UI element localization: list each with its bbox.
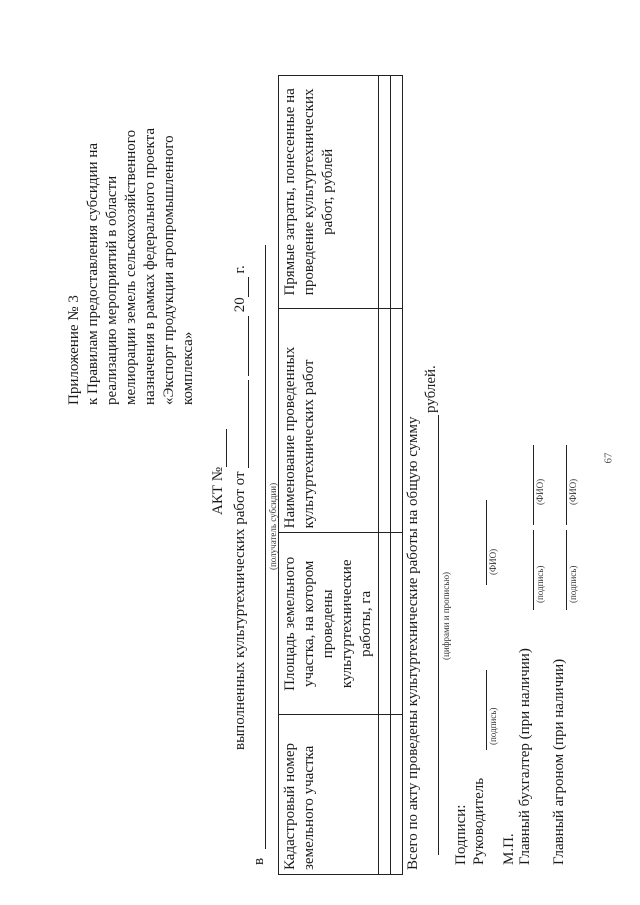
total-amount-line [438,415,439,855]
total-caption: (цифрами и прописью) [441,571,451,660]
accountant-label: Главный бухгалтер (при наличии) [517,648,533,865]
page-number: 67 [602,452,615,464]
annex-block [65,128,198,405]
col-header-costs: Прямые затраты, понесенные на проведение культуртехнических работ, рублей [279,76,379,309]
act-year: 20 [232,297,248,313]
works-table [278,75,403,875]
act-subtitle-line [232,265,249,750]
rotated-form [25,45,615,875]
accountant-name-line [533,445,534,525]
act-title [210,429,227,515]
head-sign-caption: (подпись) [488,707,498,745]
act-in-label: в [251,857,267,865]
act-subtitle: выполненных культуртехнических работ от [232,471,248,750]
col-header-area: Площадь земельного участка, на котором проведены культуртехнические работы, га [279,533,379,715]
annex-line: реализацию мероприятий в области [104,175,120,405]
agronomist-sign-line [566,530,567,610]
recipient-line [265,245,266,849]
total-currency: рублей. [423,365,439,413]
table-row [391,76,403,875]
table-row [379,76,391,875]
annex-line: комплекса» [180,331,196,405]
total-text: Всего по акту проведены культуртехнические работы на общую сумму [405,416,421,870]
stamp-label: М.П. [501,833,517,865]
recipient-caption: (получатель субсидии) [268,482,278,570]
accountant-sign-caption: (подпись) [535,565,545,603]
col-header-cadastral: Кадастровый номер земельного участка [279,715,379,875]
annex-line: назначения в рамках федерального проекта [142,127,158,405]
head-name-caption: (ФИО) [488,548,498,575]
act-title-label: АКТ № [210,466,226,515]
annex-line: «Экспорт продукции агропромышленного [161,135,177,405]
act-year-suffix: г. [232,265,248,274]
agronomist-name-caption: (ФИО) [568,478,578,505]
signatures-label: Подписи: [453,804,469,865]
total-line [405,417,422,870]
agronomist-sign-caption: (подпись) [568,565,578,603]
agronomist-label: Главный агроном (при наличии) [551,658,567,865]
annex-line: Приложение № 3 [66,295,82,405]
table-header-row [279,76,379,875]
agronomist-name-line [566,445,567,525]
head-label: Руководитель [471,777,487,865]
accountant-name-caption: (ФИО) [535,478,545,505]
accountant-sign-line [533,530,534,610]
head-name-line [486,500,487,585]
col-header-works: Наименование проведенных культуртехнических работ [279,308,379,533]
head-sign-line [486,670,487,750]
annex-line: мелиорации земель сельскохозяйственного [123,129,139,405]
annex-line: к Правилам предоставления субсидии на [85,142,101,405]
